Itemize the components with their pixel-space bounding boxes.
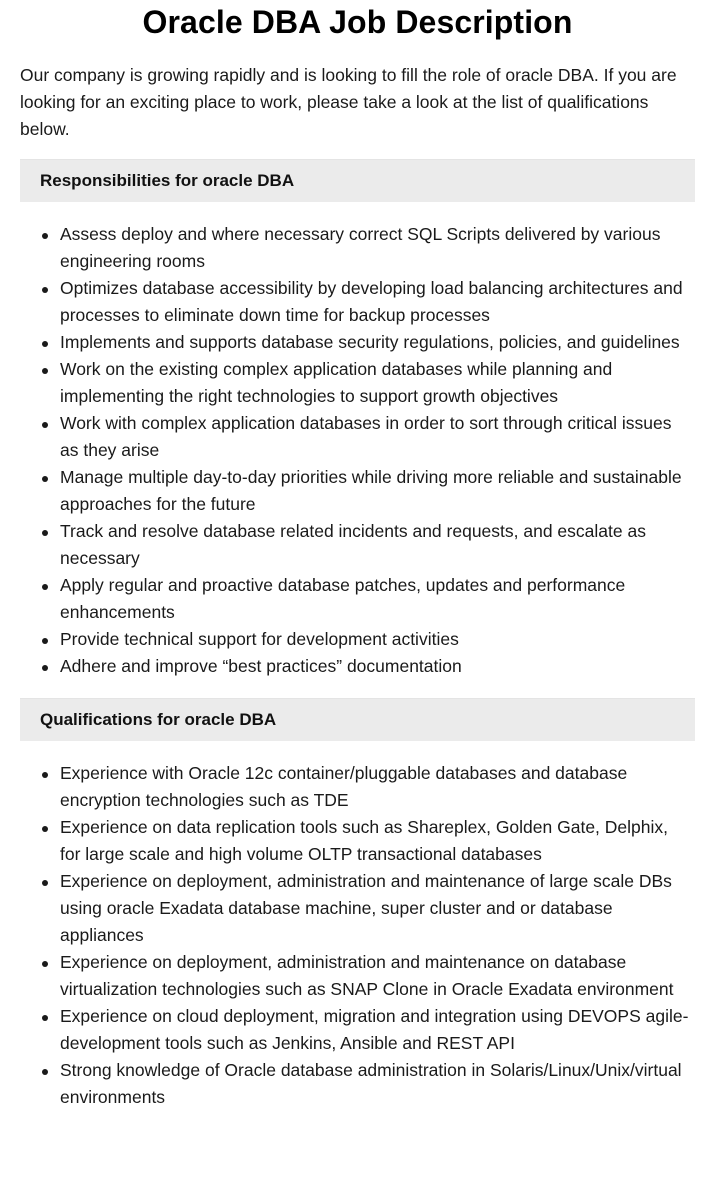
list-item — [60, 949, 695, 1003]
list-item — [60, 760, 695, 814]
list-item — [60, 329, 695, 356]
bullet-icon — [42, 638, 48, 644]
bullet-icon — [42, 772, 48, 778]
list-item — [60, 221, 695, 275]
bullet-icon — [42, 233, 48, 239]
list-item-text: Experience on data replication tools such as Shareplex, Golden Gate, Delphix, for large scale and high volume OLTP transactional databases — [60, 817, 668, 864]
list-item-text: Adhere and improve “best practices” documentation — [60, 656, 462, 676]
list-item-text: Work with complex application databases in order to sort through critical issues as they arise — [60, 413, 672, 460]
list-item-text: Provide technical support for development activities — [60, 629, 459, 649]
bullet-icon — [42, 961, 48, 967]
list-item — [60, 626, 695, 653]
bullet-icon — [42, 287, 48, 293]
bullet-icon — [42, 530, 48, 536]
list-item-text: Apply regular and proactive database patches, updates and performance enhancements — [60, 575, 626, 622]
list-item-text: Work on the existing complex application databases while planning and implementing the right technologies to support growth objectives — [60, 359, 613, 406]
bullet-icon — [42, 880, 48, 886]
list-item — [60, 275, 695, 329]
list-item — [60, 1057, 695, 1111]
bullet-icon — [42, 422, 48, 428]
bullet-icon — [42, 476, 48, 482]
list-item-text: Experience on deployment, administration and maintenance on database virtualization technologies such as SNAP Clone in Oracle Exadata environment — [60, 952, 674, 999]
bullet-icon — [42, 341, 48, 347]
list-item — [60, 518, 695, 572]
bullet-icon — [42, 826, 48, 832]
list-item — [60, 653, 695, 680]
qualifications-heading: Qualifications for oracle DBA — [20, 698, 695, 741]
list-item — [60, 1003, 695, 1057]
list-item-text: Implements and supports database security regulations, policies, and guidelines — [60, 332, 680, 352]
list-item-text: Manage multiple day-to-day priorities while driving more reliable and sustainable approaches for the future — [60, 467, 682, 514]
bullet-icon — [42, 665, 48, 671]
list-item-text: Assess deploy and where necessary correct SQL Scripts delivered by various engineering rooms — [60, 224, 661, 271]
responsibilities-list — [20, 221, 695, 680]
list-item — [60, 356, 695, 410]
bullet-icon — [42, 1015, 48, 1021]
qualifications-list — [20, 760, 695, 1111]
list-item-text: Experience on deployment, administration and maintenance of large scale DBs using oracle Exadata database machine, super cluster and or database appliances — [60, 871, 672, 945]
list-item-text: Optimizes database accessibility by developing load balancing architectures and processes to eliminate down time for backup processes — [60, 278, 683, 325]
bullet-icon — [42, 368, 48, 374]
bullet-icon — [42, 584, 48, 590]
list-item — [60, 464, 695, 518]
list-item — [60, 814, 695, 868]
list-item-text: Strong knowledge of Oracle database administration in Solaris/Linux/Unix/virtual environments — [60, 1060, 682, 1107]
list-item — [60, 572, 695, 626]
page-title: Oracle DBA Job Description — [142, 4, 573, 40]
list-item-text: Experience on cloud deployment, migration and integration using DEVOPS agile-development tools such as Jenkins, Ansible and REST API — [60, 1006, 689, 1053]
list-item — [60, 868, 695, 949]
list-item-text: Experience with Oracle 12c container/pluggable databases and database encryption technologies such as TDE — [60, 763, 628, 810]
bullet-icon — [42, 1069, 48, 1075]
list-item — [60, 410, 695, 464]
intro-paragraph: Our company is growing rapidly and is looking to fill the role of oracle DBA. If you are looking for an exciting place to work, please take a look at the list of qualifications below. — [20, 65, 677, 139]
responsibilities-heading: Responsibilities for oracle DBA — [20, 159, 695, 202]
list-item-text: Track and resolve database related incidents and requests, and escalate as necessary — [60, 521, 646, 568]
